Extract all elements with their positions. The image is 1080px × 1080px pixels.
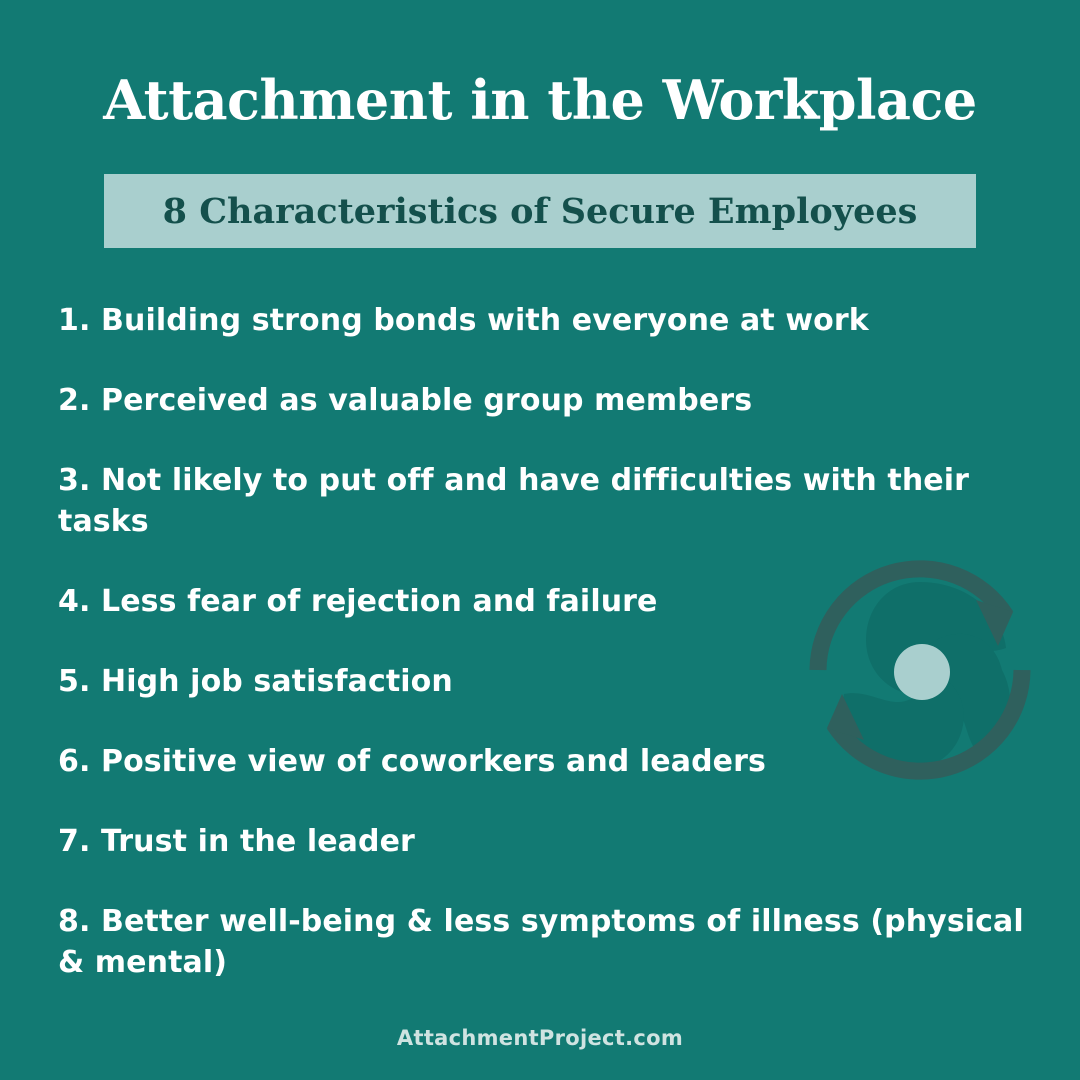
list-item: 2. Perceived as valuable group members (58, 383, 753, 418)
characteristics-list (58, 300, 1038, 1022)
list-item: 8. Better well-being & less symptoms of illness (physical & mental) (58, 904, 1024, 980)
list-item: 4. Less fear of rejection and failure (58, 584, 658, 619)
list-item: 7. Trust in the leader (58, 824, 415, 859)
subtitle-banner (104, 174, 976, 248)
list-item: 5. High job satisfaction (58, 664, 453, 699)
subtitle-text: 8 Characteristics of Secure Employees (162, 190, 918, 232)
footer-website: AttachmentProject.com (396, 1026, 684, 1050)
list-item: 1. Building strong bonds with everyone at work (58, 303, 869, 338)
list-item: 6. Positive view of coworkers and leaders (58, 744, 766, 779)
page-title: Attachment in the Workplace (103, 68, 977, 132)
list-item: 3. Not likely to put off and have difficulties with their tasks (58, 463, 970, 539)
